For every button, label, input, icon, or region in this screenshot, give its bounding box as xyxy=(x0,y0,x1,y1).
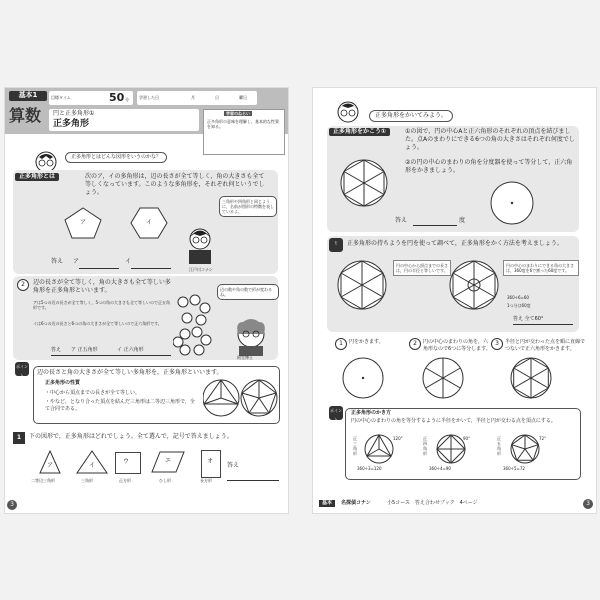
q1-number: 1 xyxy=(13,432,25,444)
draw-section-label: 正多角形をかこう① xyxy=(329,128,390,136)
blank-circle-icon xyxy=(489,180,535,226)
learning-goal-box xyxy=(203,109,285,155)
step1-text: 円をかきます。 xyxy=(349,339,384,345)
q1-answer-label: 答え xyxy=(227,462,240,469)
q1-shape-e-name: 長方形 xyxy=(200,478,212,483)
poly-angle-0: 120° xyxy=(393,436,403,441)
q1-shape-b-letter: イ xyxy=(89,462,96,469)
draw-q1-text: ①の図で，円の中心Aと正六角形のそれぞれの頂点を結びました。点Aのまわりにできる6つの角の大きさはそれぞれ何度でしょう。 xyxy=(405,128,575,151)
answer-a: ア xyxy=(73,258,80,265)
unit-name: 円と正多角形① xyxy=(53,110,95,117)
target-time-label: 目標タイム xyxy=(51,95,71,100)
q1-shape-e-letter: オ xyxy=(207,458,214,465)
conan-head-icon xyxy=(335,96,361,126)
answer-row2-b: イ 正六角形 xyxy=(117,347,144,353)
subject-title: 算数 xyxy=(9,106,42,125)
section-explanation-text: 辺の長さが全て等しく，角の大きさも全て等しい多角形を正多角形といいます。 xyxy=(33,279,171,294)
q1-shape-a-name: 二等辺三角形 xyxy=(31,478,55,483)
right-point-text: 円の中心のまわりの角を等分するように半径をかいて，半径と円が交わる点を頂点にする。 xyxy=(351,418,556,424)
step2-divided-circle-icon xyxy=(421,356,465,400)
draw-answer-line[interactable] xyxy=(413,215,457,226)
hint-answer: 答え 全て60° xyxy=(513,316,544,322)
poly-angle-1: 90° xyxy=(463,436,471,441)
props-title: 正多角形の性質 xyxy=(45,380,81,386)
section-definition-label: 正多角形とは xyxy=(15,173,59,181)
conan-side-bubble: 三角形や四角形と同じように，名前が図形の特徴を表しているよ。 xyxy=(219,196,277,217)
step1-circle-icon xyxy=(341,356,385,400)
step3-hexagon-icon xyxy=(509,356,553,400)
learning-goal-text: 正多角形の意味を理解し、基本的な性質を知る。 xyxy=(207,119,279,129)
answer-row2-a: ア 正五角形 xyxy=(71,347,98,353)
step-intro-bubble: 正多角形をかいてみよう。 xyxy=(369,110,453,122)
target-time-value: 50 xyxy=(109,91,125,104)
step3-text: 半径と円が交わった点を順に直線でつないで正六角形をかきます。 xyxy=(505,339,585,352)
learning-goal-head: 学習のねらい xyxy=(226,111,250,116)
answer-label: 答え xyxy=(51,258,64,265)
footer-text: 小5コース 答え合わせブック 4ページ xyxy=(387,500,478,506)
poly-name-2: 正五角形 xyxy=(497,436,501,456)
q1-shape-a-letter: ア xyxy=(47,462,54,469)
poly-name-0: 正三角形 xyxy=(353,436,357,456)
q1-shape-d-letter: エ xyxy=(165,457,172,464)
props-1: ・中心から頂点までの長さが全て等しい。 xyxy=(45,390,141,396)
target-time-unit: 分 xyxy=(125,97,129,102)
date-weekday: 曜日 xyxy=(239,95,247,100)
unit-title-box xyxy=(49,109,199,131)
answer-row2-label: 答え xyxy=(51,347,62,353)
speech-bubble: 正多角形とはどんな図形をいうのかな？ xyxy=(65,152,167,163)
section-definition-text: 次のア，イの多角形は，辺の長さが全て等しく，角の大きさも全て等しくなっています。このような多角形を，それぞれ何というでしょう。 xyxy=(85,173,265,196)
date-month: 月 xyxy=(191,95,195,100)
date-day: 日 xyxy=(215,95,219,100)
poly-angle-2: 72° xyxy=(539,436,547,441)
explain-b: イは6つの辺の長さと6つの角の大きさが全て等しいので正六角形です。 xyxy=(33,321,162,326)
hexagon-radii-icon xyxy=(335,258,389,312)
props-2: ・やなど，となり合った頂点を結んだ三角形は二等辺三角形で，全て合同である。 xyxy=(45,399,195,412)
q1-text: 下の図形で，正多角形はどれでしょう。全て選んで，記号で答えましょう。 xyxy=(29,433,233,440)
poly-name-1: 正四角形 xyxy=(423,436,427,456)
poly-formula-1: 360÷4=90 xyxy=(429,466,451,471)
hexagon-angles-icon xyxy=(447,258,501,312)
fig-caption-3: 1つ分は60度 xyxy=(507,303,531,308)
answer-row2-line xyxy=(51,355,171,356)
hexagon-in-circle-icon xyxy=(339,158,389,208)
hakase-name: 阿笠博士 xyxy=(237,355,253,360)
conan-name: 江戸川コナン xyxy=(189,267,213,272)
conan-figure-icon xyxy=(183,226,217,264)
hint-text: 正多角形の持ちようを円を使って調べて，正多角形をかく方法を考えましょう。 xyxy=(347,240,563,247)
step1-num: 1 xyxy=(335,338,347,350)
draw-answer-label: 答え xyxy=(395,217,408,224)
page-title: 正多角形 xyxy=(53,119,90,129)
shape-a-label: ア xyxy=(80,219,87,226)
q1-shape-c-letter: ウ xyxy=(123,458,130,465)
inscribed-polygons-icon xyxy=(203,376,279,420)
answer-b: イ xyxy=(125,258,132,265)
step2-text: 円の中心のまわりの角を，六角形なので6つに等分します。 xyxy=(423,339,491,352)
right-point-title: 正多角形のかき方 xyxy=(351,410,392,416)
point-text: 辺の長さと角の大きさが全て等しい多角形を，正多角形といいます。 xyxy=(37,369,223,376)
coin-shapes-icon xyxy=(173,294,213,358)
shape-b-label: イ xyxy=(146,219,153,226)
section-explanation-num: 2 xyxy=(17,279,29,291)
q1-shape-b-name: 三角形 xyxy=(81,478,93,483)
answer-a-line[interactable] xyxy=(79,258,119,269)
hint-icon: ヒ xyxy=(329,238,343,252)
unit-badge: 基本1 xyxy=(9,91,47,101)
hakase-bubble: 辺の数や角の数で形が変わるね。 xyxy=(217,284,279,300)
target-time-box xyxy=(49,91,133,105)
study-date-label: 学習した日 xyxy=(139,95,159,100)
answer-b-line[interactable] xyxy=(131,258,171,269)
left-page-number: 3 xyxy=(7,500,17,510)
fig-caption-2: 円の中心のまわりにできる角の大きさは，360度を6で割った60度です。 xyxy=(503,260,579,276)
q1-shape-c-name: 正方形 xyxy=(119,478,131,483)
explain-a: アは5つの辺の長さが全て等しく，5つの角の大きさも全て等しいので正五角形です。 xyxy=(33,300,171,310)
right-page-number: 3 xyxy=(583,499,593,509)
footer-badge: 基本 xyxy=(319,500,335,507)
left-page xyxy=(4,87,289,514)
right-point-label: ポイント xyxy=(330,408,342,422)
step3-num: 3 xyxy=(491,338,503,350)
right-page xyxy=(312,87,597,514)
footer-brand: 名探偵コナン xyxy=(341,500,371,506)
hint-answer-line xyxy=(513,324,573,325)
q1-answer-line[interactable] xyxy=(227,470,279,481)
q1-shape-d-name: ひし形 xyxy=(159,478,171,483)
formula: 360÷6=60 xyxy=(507,295,529,300)
fig-caption-1: 円の中心から頂点までの長さは，円の半径と等しいです。 xyxy=(393,260,451,276)
hakase-figure-icon xyxy=(231,318,271,356)
poly-formula-0: 360÷3=120 xyxy=(357,466,382,471)
point-label: ポイント xyxy=(16,364,28,378)
draw-answer-unit: 度 xyxy=(459,217,466,224)
draw-q2-text: ②の円の中心のまわりの角を分度器を使って等分して，正六角形をかきましょう。 xyxy=(405,159,573,174)
study-date-box xyxy=(137,91,257,105)
poly-formula-2: 360÷5=72 xyxy=(503,466,525,471)
step2-num: 2 xyxy=(409,338,421,350)
